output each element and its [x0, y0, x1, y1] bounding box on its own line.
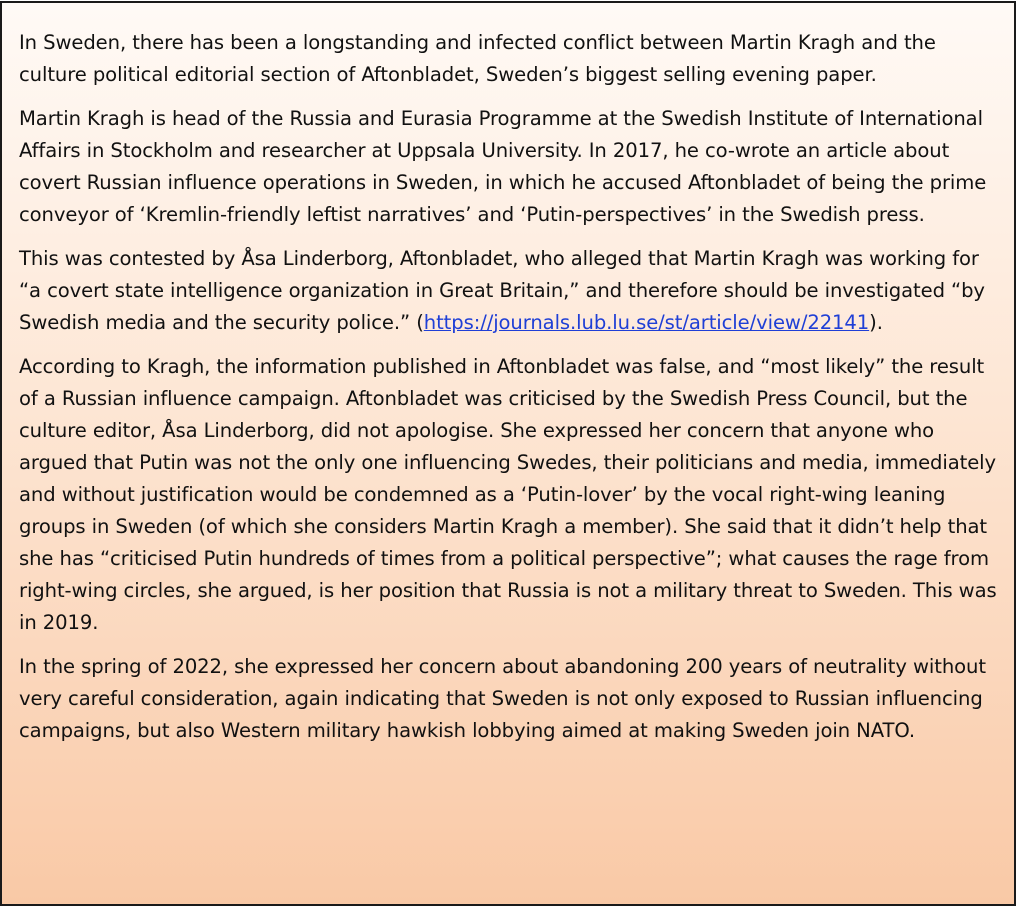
link-close-paren: ). [869, 311, 883, 334]
text-box [0, 1, 1016, 906]
paragraph-4: According to Kragh, the information published in Aftonbladet was false, and “most likely” the result of a Russian influence campaign. Aftonbladet was criticised by the Swedish Press Council, but the culture editor, Åsa Linderborg, did not apologise. She expressed her concern that anyone who argued that Putin was not the only one influencing Swedes, their politicians and media, immediately and without justification would be condemned as a ‘Putin-lover’ by the vocal right-wing leaning groups in Sweden (of which she considers Martin Kragh a member). She said that it didn’t help that she has “criticised Putin hundreds of times from a political perspective”; what causes the rage from right-wing circles, she argued, is her position that Russia is not a military threat to Sweden. This was in 2019. [19, 355, 997, 634]
paragraph-3 [19, 243, 998, 339]
paragraph-2: Martin Kragh is head of the Russia and Eurasia Programme at the Swedish Institute of International Affairs in Stockholm and researcher at Uppsala University. In 2017, he co-wrote an article about covert Russian influence operations in Sweden, in which he accused Aftonbladet of being the prime conveyor of ‘Kremlin-friendly leftist narratives’ and ‘Putin-perspectives’ in the Swedish press. [19, 107, 987, 226]
article-link[interactable]: https://journals.lub.lu.se/st/article/view/22141 [423, 311, 870, 334]
paragraph-1: In Sweden, there has been a longstanding and infected conflict between Martin Kragh and the culture political editorial section of Aftonbladet, Sweden’s biggest selling evening paper. [19, 31, 936, 86]
paragraph-5: In the spring of 2022, she expressed her concern about abandoning 200 years of neutrality without very careful consideration, again indicating that Sweden is not only exposed to Russian influencing campaigns, but also Western military hawkish lobbying aimed at making Sweden join NATO. [19, 655, 986, 742]
link-open-paren: ( [416, 311, 424, 334]
paragraph-3-text: This was contested by Åsa Linderborg, Aftonbladet, who alleged that Martin Kragh was working for “a covert state intelligence organization in Great Britain,” and therefore should be investigated “by Swedish media and the security police.” [19, 247, 985, 334]
